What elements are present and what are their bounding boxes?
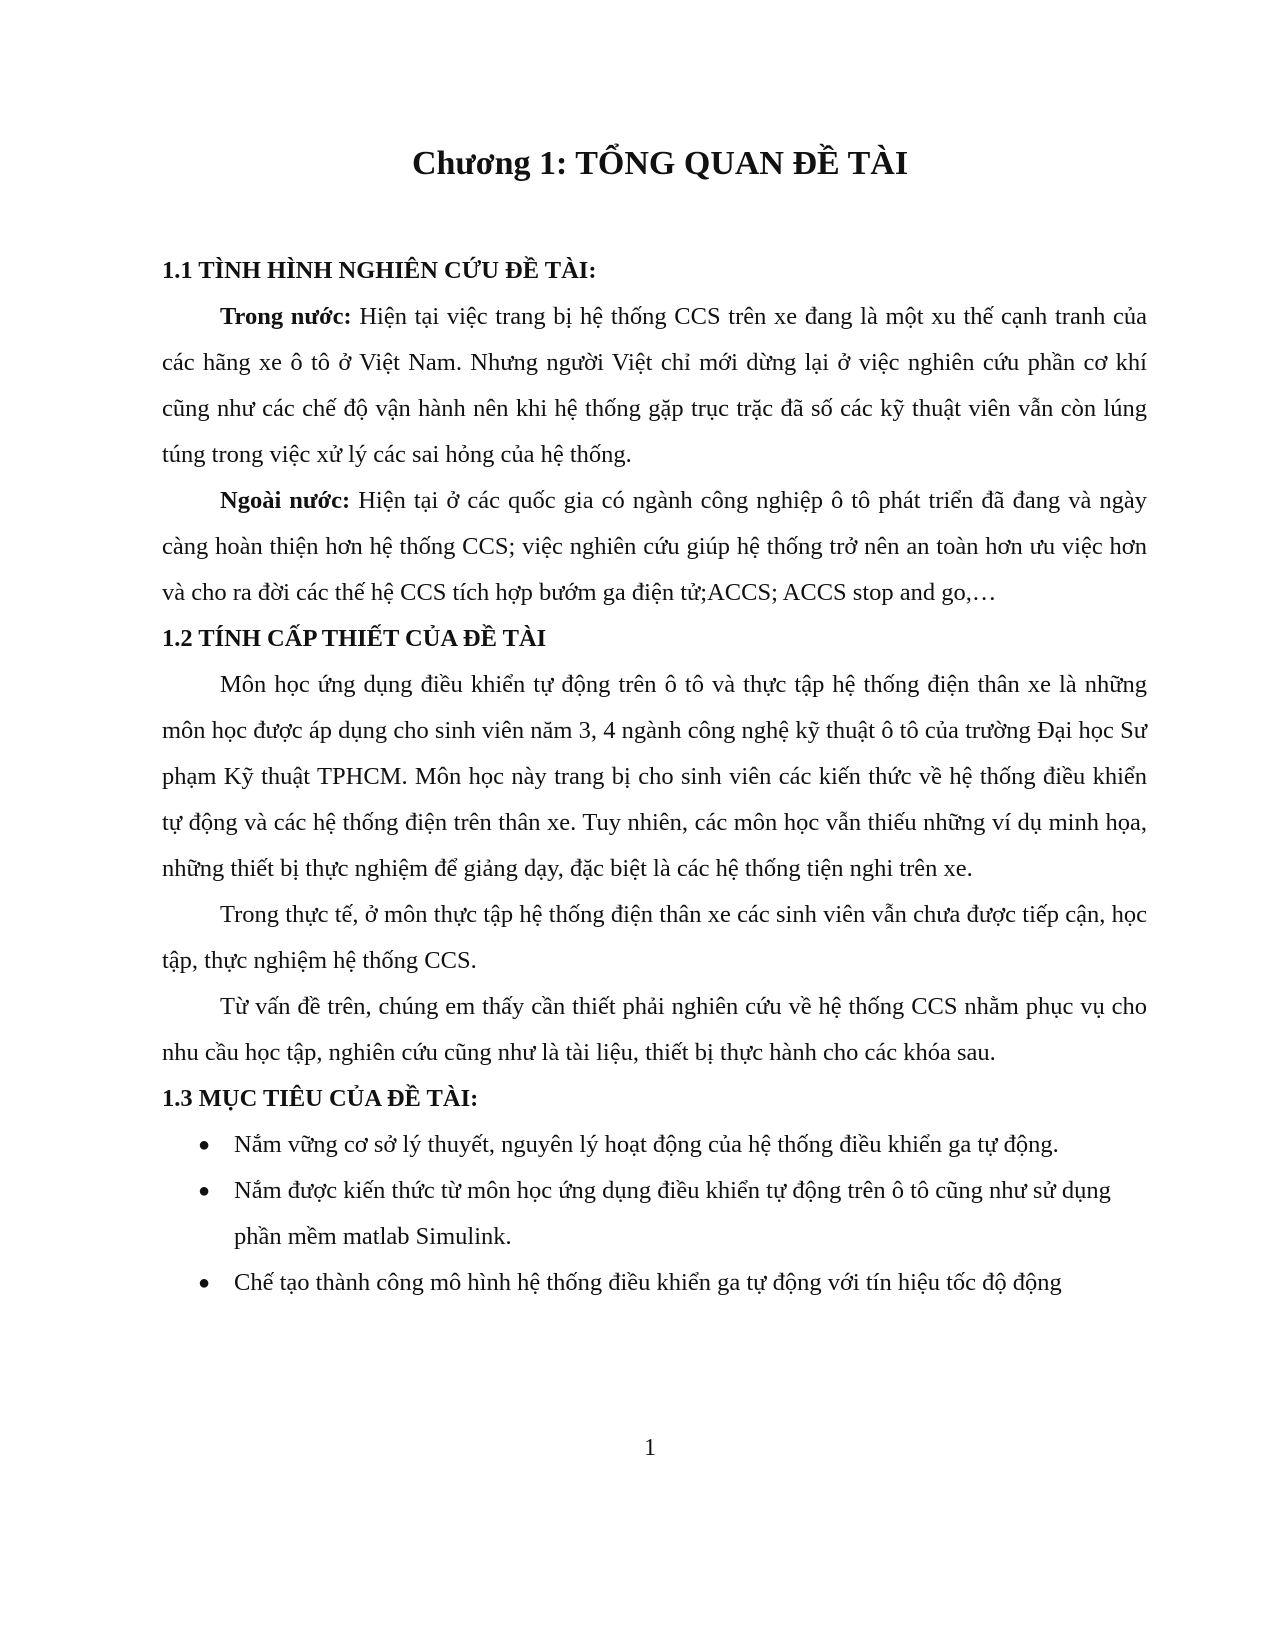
paragraph-mon-hoc: Môn học ứng dụng điều khiển tự động trên ô tô và thực tập hệ thống điện thân xe là những môn học được áp dụng cho sinh viên năm 3, 4 ngành công nghệ kỹ thuật ô tô của trường Đại học Sư phạm Kỹ thuật TPHCM. Môn học này trang bị cho sinh viên các kiến thức về hệ thống điều khiển tự động và các hệ thống điện trên thân xe. Tuy nhiên, các môn học vẫn thiếu những ví dụ minh họa, những thiết bị thực nghiệm để giảng dạy, đặc biệt là các hệ thống tiện nghi trên xe.	[162, 671, 1147, 882]
chapter-title: Chương 1: TỔNG QUAN ĐỀ TÀI	[411, 145, 909, 182]
section-heading-1-2: 1.2 TÍNH CẤP THIẾT CỦA ĐỀ TÀI	[162, 625, 547, 652]
paragraph-thuc-te: Trong thực tế, ở môn thực tập hệ thống điện thân xe các sinh viên vẫn chưa được tiếp cận, học tập, thực nghiệm hệ thống CCS.	[162, 901, 1147, 974]
paragraph-lead-trong-nuoc: Trong nước:	[220, 303, 352, 330]
paragraph-text-ngoai-nuoc: Hiện tại ở các quốc gia có ngành công nghiệp ô tô phát triển đã đang và ngày càng hoàn thiện hơn hệ thống CCS; việc nghiên cứu giúp hệ thống trở nên an toàn hơn ưu việc hơn và cho ra đời các thế hệ CCS tích hợp bướm ga điện tử;ACCS; ACCS stop and go,…	[162, 487, 1147, 606]
paragraph-ngoai-nuoc	[162, 478, 1147, 616]
paragraph-lead-ngoai-nuoc: Ngoài nước:	[220, 487, 351, 514]
objectives-list	[162, 1122, 1147, 1306]
page-content	[162, 248, 1147, 1306]
list-item-text: Nắm vững cơ sở lý thuyết, nguyên lý hoạt động của hệ thống điều khiển ga tự động.	[234, 1131, 1059, 1158]
bullet-icon: ●	[197, 1134, 211, 1156]
paragraph-trong-nuoc	[162, 294, 1147, 478]
paragraph-text-trong-nuoc: Hiện tại việc trang bị hệ thống CCS trên xe đang là một xu thế cạnh tranh của các hãng xe ô tô ở Việt Nam. Nhưng người Việt chỉ mới dừng lại ở việc nghiên cứu phần cơ khí cũng như các chế độ vận hành nên khi hệ thống gặp trục trặc đã số các kỹ thuật viên vẫn còn lúng túng trong việc xử lý các sai hỏng của hệ thống.	[162, 303, 1147, 468]
bullet-icon: ●	[197, 1180, 211, 1202]
list-item	[162, 1168, 1147, 1260]
paragraph-van-de: Từ vấn đề trên, chúng em thấy cần thiết phải nghiên cứu về hệ thống CCS nhằm phục vụ cho nhu cầu học tập, nghiên cứu cũng như là tài liệu, thiết bị thực hành cho các khóa sau.	[162, 993, 1147, 1066]
list-item-text: Chế tạo thành công mô hình hệ thống điều khiển ga tự động với tín hiệu tốc độ động	[234, 1269, 1062, 1296]
list-item	[162, 1260, 1147, 1306]
list-item	[162, 1122, 1147, 1168]
section-heading-1-3: 1.3 MỤC TIÊU CỦA ĐỀ TÀI:	[162, 1085, 479, 1112]
list-item-text: Nắm được kiến thức từ môn học ứng dụng điều khiển tự động trên ô tô cũng như sử dụng phần mềm matlab Simulink.	[234, 1177, 1111, 1250]
page-number: 1	[644, 1435, 656, 1461]
bullet-icon: ●	[197, 1272, 211, 1294]
section-heading-1-1: 1.1 TÌNH HÌNH NGHIÊN CỨU ĐỀ TÀI:	[162, 257, 597, 284]
